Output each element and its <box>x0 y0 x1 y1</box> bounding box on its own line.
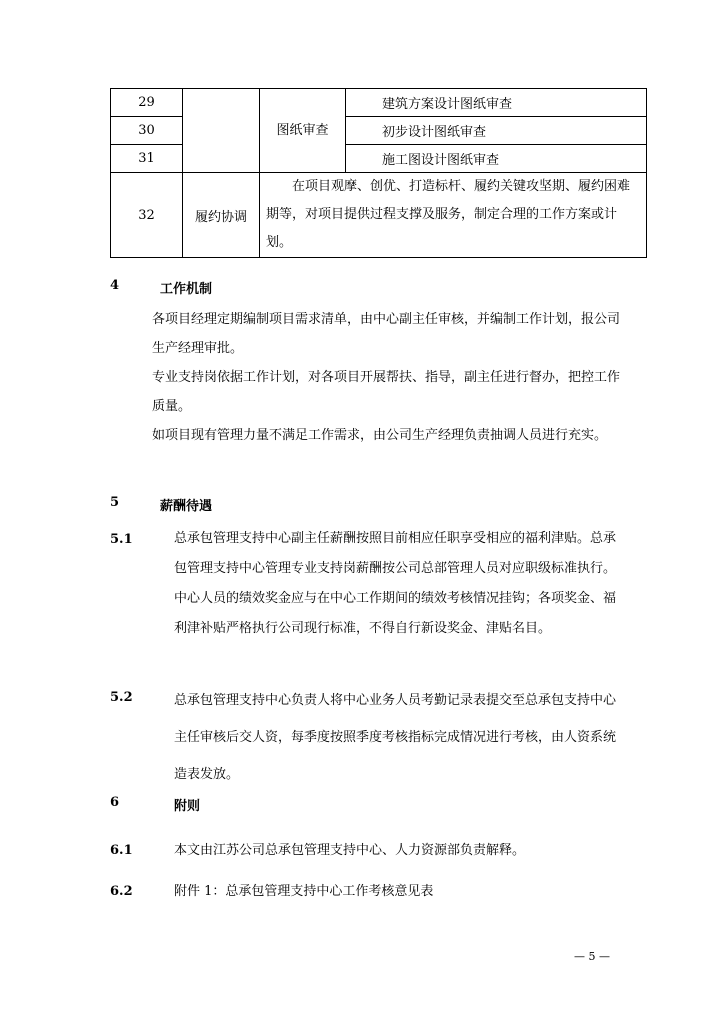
subsection-text: 本文由江苏公司总承包管理支持中心、人力资源部负责解释。 <box>174 843 526 858</box>
row-description: 施工图设计图纸审查 <box>346 145 647 173</box>
row-description: 初步设计图纸审查 <box>346 117 647 145</box>
row-description: 建筑方案设计图纸审查 <box>346 89 647 117</box>
subsection-number: 6.1 <box>110 843 133 858</box>
section-title: 附则 <box>174 799 201 814</box>
paragraph: 专业支持岗依据工作计划，对各项目开展帮扶、指导，副主任进行督办，把控工作质量。 <box>152 370 621 414</box>
subcategory-label: 图纸审查 <box>276 122 329 138</box>
section-4-body <box>152 305 622 450</box>
row-number: 30 <box>111 117 183 145</box>
category-cell <box>183 89 260 173</box>
paragraph: 如项目现有管理力量不满足工作需求，由公司生产经理负责抽调人员进行充实。 <box>152 428 608 443</box>
subsection-text: 附件 1：总承包管理支持中心工作考核意见表 <box>174 884 434 899</box>
row-number: 32 <box>111 173 183 258</box>
section-title: 薪酬待遇 <box>160 499 213 514</box>
subsection-number: 5.1 <box>110 532 133 547</box>
row-number: 29 <box>111 89 183 117</box>
section-number: 5 <box>110 495 120 510</box>
section-number: 6 <box>110 795 120 810</box>
row-description <box>260 173 647 258</box>
category-cell: 履约协调 <box>183 173 260 258</box>
subsection-number: 6.2 <box>110 884 133 899</box>
subsection-text: 总承包管理支持中心负责人将中心业务人员考勤记录表提交至总承包支持中心主任审核后交人资，每季度按照季度考核指标完成情况进行考核，由人资系统造表发放。 <box>174 693 617 782</box>
task-table <box>110 88 647 258</box>
section-title: 工作机制 <box>160 282 213 297</box>
subsection-number: 5.2 <box>110 690 133 705</box>
subcategory-cell <box>260 89 346 173</box>
paragraph: 各项目经理定期编制项目需求清单，由中心副主任审核，并编制工作计划，报公司生产经理审批。 <box>152 312 621 356</box>
section-number: 4 <box>110 278 120 293</box>
table-row <box>111 173 647 258</box>
page-number: — 5 — <box>574 950 610 963</box>
row-number: 31 <box>111 145 183 173</box>
table-row <box>111 89 647 117</box>
row-description-text: 在项目观摩、创优、打造标杆、履约关键攻坚期、履约困难期等，对项目提供过程支撑及服务，制定合理的工作方案或计划。 <box>266 179 631 250</box>
subsection-text: 总承包管理支持中心副主任薪酬按照目前相应任职享受相应的福利津贴。总承包管理支持中心管理专业支持岗薪酬按公司总部管理人员对应职级标准执行。中心人员的绩效奖金应与在中心工作期间的绩效考核情况挂钩；各项奖金、福利津补贴严格执行公司现行标准，不得自行新设奖金、津贴名目。 <box>174 531 617 636</box>
